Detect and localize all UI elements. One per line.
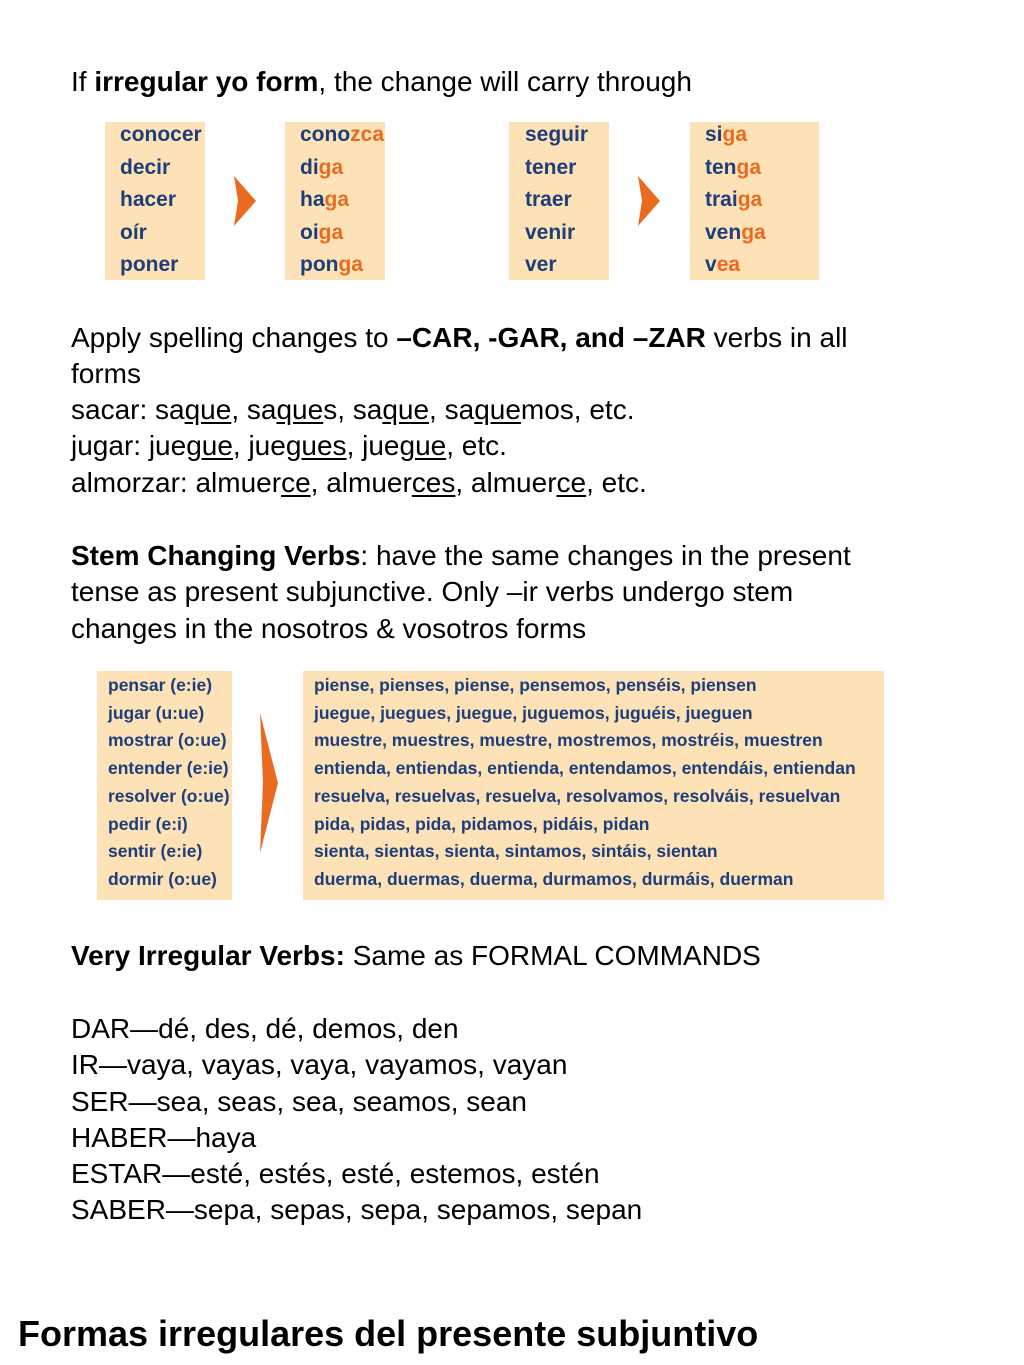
verb-subjunctive: traiga	[705, 188, 763, 211]
verb-infinitive: ver	[525, 253, 557, 276]
irregular-saber: SABER—sepa, sepas, sepa, sepamos, sepan	[71, 1194, 643, 1225]
verb-subjunctive: venga	[705, 220, 766, 244]
verb-infinitive: conocer	[120, 123, 202, 146]
subjunctive-box-left	[285, 122, 385, 280]
stem-verb: entender (e:ie)	[108, 758, 229, 779]
stem-line-2: tense as present subjunctive. Only –ir verbs undergo stem	[71, 576, 794, 607]
stem-verb: mostrar (o:ue)	[108, 730, 227, 751]
stem-conjugation: entienda, entiendas, entienda, entendamos, entendáis, entiendan	[314, 758, 856, 779]
arrow-right-icon	[234, 176, 256, 226]
intro-pre: If	[71, 66, 95, 97]
stem-verb: jugar (u:ue)	[108, 702, 205, 723]
irregular-estar: ESTAR—esté, estés, esté, estemos, estén	[71, 1158, 600, 1189]
stem-conjugation: sienta, sientas, sienta, sintamos, sintáis, sientan	[314, 841, 718, 862]
example-almorzar: almorzar: almuerce, almuerces, almuerce, etc.	[71, 467, 647, 498]
verb-infinitive: poner	[120, 253, 179, 276]
infinitive-box-right	[509, 122, 609, 280]
stem-conjugation: juegue, juegues, juegue, juguemos, juguéis, jueguen	[314, 702, 753, 723]
example-jugar: jugar: juegue, juegues, juegue, etc.	[71, 430, 507, 461]
stem-verb: pensar (e:ie)	[108, 675, 213, 695]
intro-line	[71, 64, 692, 100]
stem-verb: resolver (o:ue)	[108, 785, 230, 806]
verb-subjunctive: ponga	[300, 253, 363, 276]
stem-verb: sentir (e:ie)	[108, 841, 203, 862]
spelling-heading-cont: forms	[71, 358, 141, 389]
verb-infinitive: tener	[525, 155, 577, 179]
verb-subjunctive: conozca	[300, 123, 385, 146]
intro-bold: irregular yo form	[94, 66, 319, 97]
page-title: Formas irregulares del presente subjuntivo	[18, 1313, 759, 1354]
stem-conjugation: duerma, duermas, duerma, durmamos, durmáis, duerman	[314, 868, 794, 889]
intro-post: , the change will carry through	[318, 66, 692, 97]
verb-subjunctive: tenga	[705, 155, 762, 179]
verb-subjunctive: diga	[300, 155, 344, 179]
spelling-endings: –CAR, -GAR, and –ZAR	[396, 322, 706, 353]
irregular-dar: DAR—dé, des, dé, demos, den	[71, 1013, 459, 1044]
stem-heading-bold: Stem Changing Verbs	[71, 540, 361, 571]
stem-line-3: changes in the nosotros & vosotros forms	[71, 613, 587, 644]
subjunctive-box-right	[690, 122, 819, 280]
verb-subjunctive: vea	[705, 253, 741, 276]
arrow-right-icon	[638, 176, 660, 226]
stem-conjugation: muestre, muestres, muestre, mostremos, mostréis, muestren	[314, 730, 823, 751]
stem-conjugation: pida, pidas, pida, pidamos, pidáis, pidan	[314, 813, 650, 834]
irregular-ser: SER—sea, seas, sea, seamos, sean	[71, 1086, 527, 1117]
example-sacar: sacar: saque, saques, saque, saquemos, etc.	[71, 394, 635, 425]
stem-conjugation: piense, pienses, piense, pensemos, penséis, piensen	[314, 675, 757, 695]
verb-infinitive: hacer	[120, 188, 177, 211]
verb-infinitive: oír	[120, 220, 147, 244]
verb-infinitive: decir	[120, 155, 171, 179]
spelling-heading: Apply spelling changes to –CAR, -GAR, and –ZAR verbs in all	[71, 322, 848, 353]
stem-conjugations-box	[303, 671, 884, 900]
stem-conjugation: resuelva, resuelvas, resuelva, resolvamos, resolváis, resuelvan	[314, 785, 841, 806]
irregular-heading: Very Irregular Verbs: Same as FORMAL COMMANDS	[71, 940, 761, 971]
verb-subjunctive: oiga	[300, 220, 344, 244]
irregular-haber: HABER—haya	[71, 1122, 257, 1153]
verb-infinitive: traer	[525, 188, 572, 211]
verb-subjunctive: siga	[705, 123, 748, 146]
stem-verbs-box	[97, 671, 232, 900]
irregular-heading-bold: Very Irregular Verbs:	[71, 940, 345, 971]
verb-subjunctive: haga	[300, 188, 350, 211]
irregular-ir: IR—vaya, vayas, vaya, vayamos, vayan	[71, 1049, 568, 1080]
stem-heading: Stem Changing Verbs: have the same changes in the present	[71, 540, 851, 571]
stem-verb: pedir (e:i)	[108, 813, 188, 834]
arrow-right-icon	[260, 713, 278, 853]
infinitive-box-left	[105, 122, 205, 280]
stem-verb: dormir (o:ue)	[108, 868, 217, 889]
verb-infinitive: venir	[525, 220, 576, 244]
verb-infinitive: seguir	[525, 123, 589, 146]
